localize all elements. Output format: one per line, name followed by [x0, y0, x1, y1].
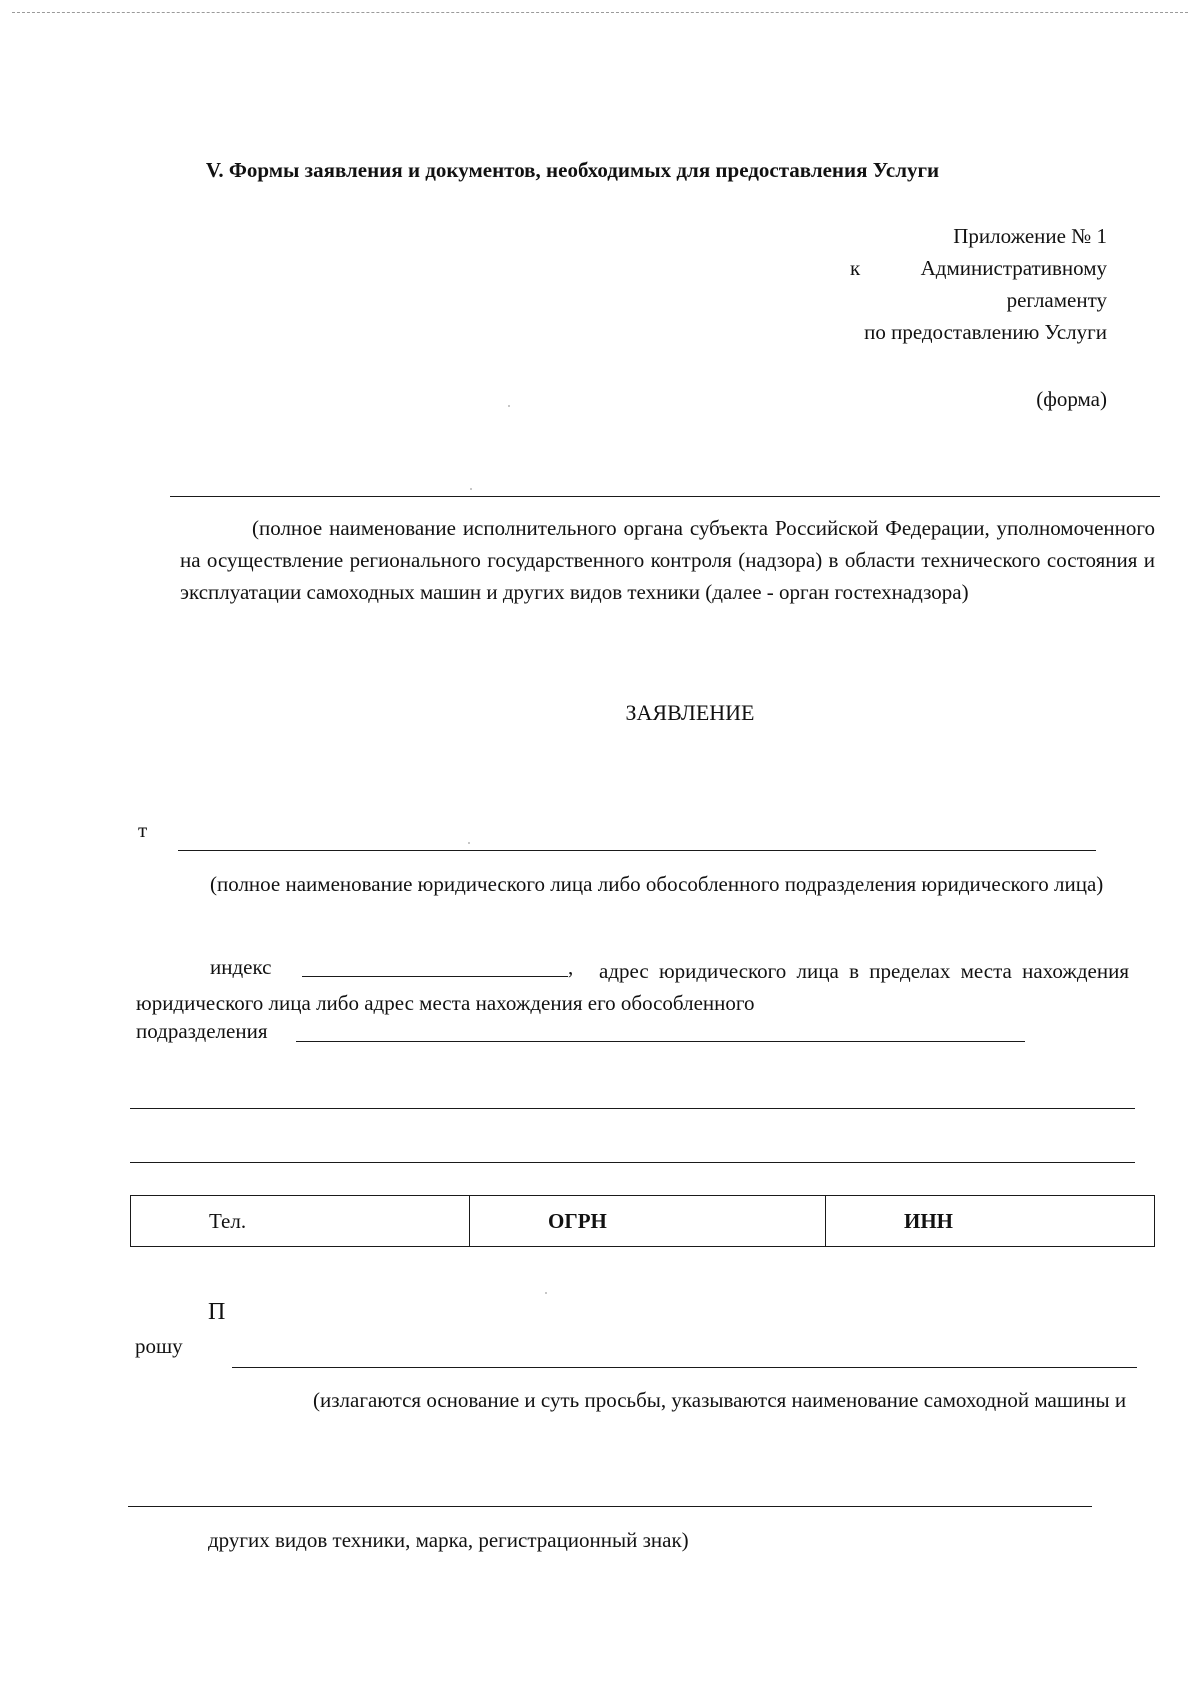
machine-details-field[interactable] — [128, 1506, 1092, 1507]
request-caption: (излагаются основание и суть просьбы, указываются наименование самоходной машины и — [313, 1388, 1127, 1412]
ogrn-label: ОГРН — [548, 1209, 607, 1233]
scan-speck — [545, 1292, 547, 1294]
address-field-2[interactable] — [130, 1108, 1135, 1109]
annex-line-3: регламенту — [1006, 288, 1107, 312]
section-title: V. Формы заявления и документов, необходимых для предоставления Услуги — [205, 158, 940, 182]
annex-line-1: Приложение № 1 — [953, 224, 1107, 248]
request-word: рошу — [135, 1334, 183, 1358]
statement-title: ЗАЯВЛЕНИЕ — [625, 700, 755, 725]
index-label: индекс — [210, 955, 272, 979]
inn-label: ИНН — [904, 1209, 954, 1233]
address-caption: адрес юридического лица в пределах места нахождения юридического лица либо адрес места нахождения его обособленного — [136, 959, 1129, 1015]
authority-caption: (полное наименование исполнительного органа субъекта Российской Федерации, уполномоченного на осуществление регионального государственного контроля (надзора) в области технического состояния и эксплуатации самоходных машин и других видов техники (далее - орган гостехнадзора) — [180, 516, 1155, 604]
scan-speck — [468, 842, 470, 844]
annex-line-2: Административному — [920, 256, 1107, 280]
contacts-table — [130, 1195, 1155, 1247]
annex-line-4: по предоставлению Услуги — [864, 320, 1107, 344]
annex-k: к — [850, 256, 861, 280]
index-comma: , — [568, 955, 574, 979]
tel-cell[interactable] — [131, 1196, 469, 1246]
scan-speck — [470, 488, 472, 490]
address-field-1[interactable] — [296, 1041, 1025, 1042]
legal-entity-caption: (полное наименование юридического лица либо обособленного подразделения юридического лица) — [210, 872, 1104, 896]
scan-speck — [508, 405, 510, 407]
request-letter: П — [208, 1299, 226, 1325]
tel-label: Тел. — [209, 1209, 247, 1233]
subdivision-label: подразделения — [136, 1019, 268, 1043]
request-caption-tail: других видов техники, марка, регистрационный знак) — [208, 1528, 689, 1552]
form-label: (форма) — [1036, 387, 1107, 411]
page-edge-rule — [12, 12, 1188, 13]
authority-name-field[interactable] — [170, 496, 1160, 497]
from-prefix: т — [138, 818, 148, 842]
legal-entity-name-field[interactable] — [178, 850, 1096, 851]
request-field[interactable] — [232, 1367, 1137, 1368]
inn-cell[interactable] — [825, 1196, 1154, 1246]
ogrn-cell[interactable] — [469, 1196, 825, 1246]
address-field-3[interactable] — [130, 1162, 1135, 1163]
